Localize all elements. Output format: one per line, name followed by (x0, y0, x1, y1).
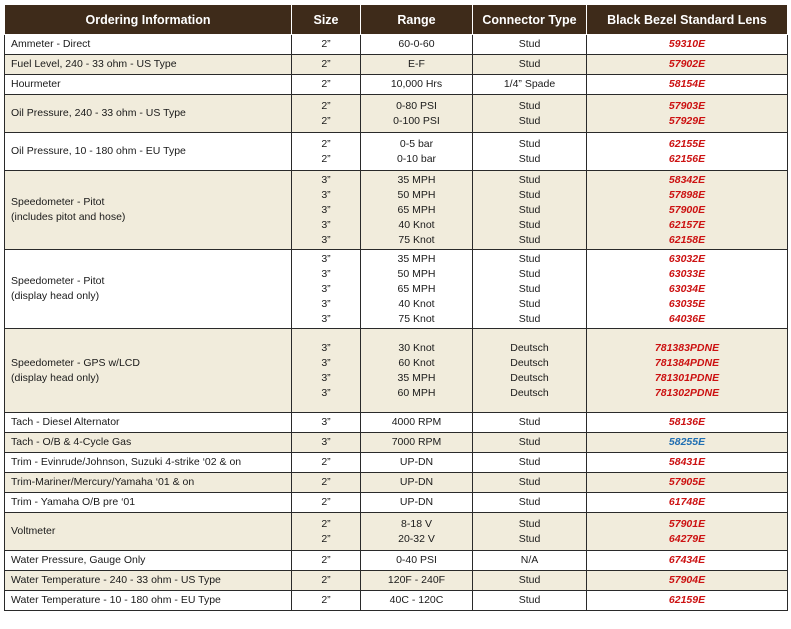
range-text: 65 MPH (397, 203, 436, 216)
size-cell (292, 329, 361, 413)
connector-text: Stud (518, 58, 541, 70)
size-text: 2” (321, 476, 331, 488)
ordering-info-text: (display head only) (11, 290, 100, 302)
part-number: 63032E (668, 252, 706, 265)
table-row (5, 413, 788, 433)
ordering-info-cell (5, 35, 292, 55)
range-text: UP-DN (399, 476, 434, 488)
size-text: 3” (321, 371, 331, 384)
range-text: 40 Knot (398, 218, 435, 231)
range-cell (361, 250, 473, 329)
table-row (5, 95, 788, 133)
part-number: 63035E (668, 297, 706, 310)
connector-text: Stud (518, 416, 541, 428)
part-number-cell (587, 55, 788, 75)
part-number: 57901E (668, 517, 706, 530)
ordering-info-text: (includes pitot and hose) (11, 211, 126, 223)
part-number: 59310E (668, 38, 706, 50)
part-number-cell (587, 473, 788, 493)
ordering-info-text: Trim - Yamaha O/B pre ‘01 (11, 496, 136, 508)
range-text: 60-0-60 (398, 38, 435, 50)
ordering-info-text: Trim-Mariner/Mercury/Yamaha ‘01 & on (11, 476, 195, 488)
range-text: 35 MPH (397, 173, 436, 186)
range-cell (361, 571, 473, 591)
part-number-cell (587, 513, 788, 551)
part-number: 57900E (668, 203, 706, 216)
range-text: 4000 RPM (391, 416, 442, 428)
part-number: 57905E (668, 476, 706, 488)
part-number-cell (587, 493, 788, 513)
connector-text: Stud (518, 152, 541, 165)
range-text: 50 MPH (397, 188, 436, 201)
ordering-info-text: Oil Pressure, 10 - 180 ohm - EU Type (11, 145, 186, 157)
ordering-info-cell (5, 551, 292, 571)
ordering-info-text: Oil Pressure, 240 - 33 ohm - US Type (11, 107, 186, 119)
connector-text: Stud (518, 496, 541, 508)
range-text: 35 MPH (397, 252, 436, 265)
part-number: 67434E (668, 554, 706, 566)
connector-text: Stud (518, 38, 541, 50)
size-cell (292, 133, 361, 171)
part-number: 57929E (668, 114, 706, 127)
connector-text: 1/4” Spade (503, 78, 556, 90)
connector-text: Stud (518, 456, 541, 468)
ordering-info-cell (5, 413, 292, 433)
range-text: 0-100 PSI (393, 114, 440, 127)
connector-text: Stud (518, 476, 541, 488)
size-text: 3” (321, 416, 331, 428)
ordering-info-cell (5, 250, 292, 329)
header-connector-type: Connector Type (473, 5, 587, 35)
range-cell (361, 133, 473, 171)
part-number: 781383PDNE (654, 341, 720, 354)
header-ordering-information: Ordering Information (5, 5, 292, 35)
size-cell (292, 433, 361, 453)
part-number: 64279E (668, 532, 706, 545)
size-text: 2” (321, 78, 331, 90)
connector-text: Stud (518, 594, 541, 606)
connector-text: Stud (518, 282, 541, 295)
part-number: 62159E (668, 594, 706, 606)
table-row (5, 250, 788, 329)
table-row (5, 55, 788, 75)
connector-cell (473, 473, 587, 493)
size-text: 3” (321, 173, 331, 186)
connector-text: Stud (518, 99, 541, 112)
part-number-cell (587, 329, 788, 413)
size-text: 2” (321, 99, 331, 112)
ordering-info-text: Tach - Diesel Alternator (11, 416, 120, 428)
range-cell (361, 171, 473, 250)
ordering-info-cell (5, 591, 292, 611)
ordering-info-text: Voltmeter (11, 525, 56, 537)
header-range: Range (361, 5, 473, 35)
size-cell (292, 513, 361, 551)
part-number: 781384PDNE (654, 356, 720, 369)
part-number: 57898E (668, 188, 706, 201)
part-number: 62155E (668, 137, 706, 150)
size-text: 3” (321, 297, 331, 310)
connector-text: Stud (518, 188, 541, 201)
part-number-cell (587, 571, 788, 591)
part-number: 57904E (668, 574, 706, 586)
table-row (5, 473, 788, 493)
table-row (5, 513, 788, 551)
size-cell (292, 171, 361, 250)
table-row (5, 433, 788, 453)
size-cell (292, 551, 361, 571)
ordering-info-cell (5, 433, 292, 453)
ordering-info-cell (5, 55, 292, 75)
range-cell (361, 551, 473, 571)
ordering-info-text: Water Pressure, Gauge Only (11, 554, 146, 566)
size-text: 3” (321, 386, 331, 399)
table-row (5, 133, 788, 171)
size-text: 2” (321, 574, 331, 586)
table-row (5, 329, 788, 413)
part-number-cell (587, 133, 788, 171)
range-cell (361, 35, 473, 55)
connector-text: Deutsch (510, 356, 549, 369)
range-cell (361, 329, 473, 413)
connector-text: Stud (518, 517, 541, 530)
ordering-info-cell (5, 493, 292, 513)
connector-text: Deutsch (510, 371, 549, 384)
size-text: 3” (321, 282, 331, 295)
ordering-info-cell (5, 473, 292, 493)
table-row (5, 75, 788, 95)
connector-cell (473, 433, 587, 453)
ordering-info-text: Trim - Evinrude/Johnson, Suzuki 4-strike ‘02 & on (11, 456, 242, 468)
size-cell (292, 95, 361, 133)
connector-cell (473, 35, 587, 55)
part-number: 58255E (668, 436, 706, 448)
connector-text: Stud (518, 233, 541, 246)
part-number-cell (587, 591, 788, 611)
connector-text: Stud (518, 436, 541, 448)
table-row (5, 571, 788, 591)
range-text: 40C - 120C (389, 594, 444, 606)
table-row (5, 591, 788, 611)
connector-cell (473, 95, 587, 133)
size-text: 3” (321, 341, 331, 354)
range-text: UP-DN (399, 456, 434, 468)
range-text: 75 Knot (398, 233, 435, 246)
size-text: 3” (321, 203, 331, 216)
connector-text: Stud (518, 114, 541, 127)
part-number: 781302PDNE (654, 386, 720, 399)
size-text: 2” (321, 152, 331, 165)
table-row (5, 171, 788, 250)
range-cell (361, 413, 473, 433)
part-number-cell (587, 453, 788, 473)
size-text: 2” (321, 496, 331, 508)
table-row (5, 35, 788, 55)
size-cell (292, 75, 361, 95)
connector-cell (473, 493, 587, 513)
connector-cell (473, 75, 587, 95)
header-lens: Black Bezel Standard Lens (587, 5, 788, 35)
range-cell (361, 473, 473, 493)
header-size: Size (292, 5, 361, 35)
size-text: 2” (321, 58, 331, 70)
size-text: 2” (321, 38, 331, 50)
size-text: 3” (321, 252, 331, 265)
size-text: 2” (321, 594, 331, 606)
size-cell (292, 493, 361, 513)
table-body (5, 35, 788, 611)
size-text: 3” (321, 233, 331, 246)
range-text: 75 Knot (398, 312, 435, 325)
size-cell (292, 250, 361, 329)
part-number: 63033E (668, 267, 706, 280)
connector-text: Deutsch (510, 386, 549, 399)
range-cell (361, 493, 473, 513)
range-text: 0-40 PSI (396, 554, 437, 566)
range-cell (361, 95, 473, 133)
ordering-info-cell (5, 513, 292, 551)
size-text: 2” (321, 114, 331, 127)
ordering-info-cell (5, 133, 292, 171)
header-row (5, 5, 788, 35)
connector-cell (473, 571, 587, 591)
range-text: 30 Knot (398, 341, 435, 354)
ordering-info-cell (5, 453, 292, 473)
part-number: 62157E (668, 218, 706, 231)
connector-text: Stud (518, 137, 541, 150)
part-number-cell (587, 433, 788, 453)
range-cell (361, 55, 473, 75)
part-number: 58154E (668, 78, 706, 90)
range-text: 8-18 V (401, 517, 432, 530)
ordering-info-text: (display head only) (11, 371, 100, 384)
part-number-cell (587, 551, 788, 571)
size-cell (292, 35, 361, 55)
connector-cell (473, 133, 587, 171)
size-text: 2” (321, 517, 331, 530)
size-text: 3” (321, 356, 331, 369)
ordering-info-text: Ammeter - Direct (11, 38, 91, 50)
range-text: 60 MPH (397, 386, 436, 399)
ordering-info-cell (5, 75, 292, 95)
part-number-cell (587, 35, 788, 55)
ordering-info-text: Water Temperature - 240 - 33 ohm - US Type (11, 574, 221, 586)
ordering-info-text: Speedometer - Pitot (11, 275, 105, 287)
ordering-info-cell (5, 95, 292, 133)
size-text: 3” (321, 188, 331, 201)
part-number-cell (587, 250, 788, 329)
ordering-info-cell (5, 329, 292, 413)
connector-text: Stud (518, 574, 541, 586)
connector-cell (473, 413, 587, 433)
part-number: 62158E (668, 233, 706, 246)
range-text: 50 MPH (397, 267, 436, 280)
table-row (5, 551, 788, 571)
part-number-cell (587, 413, 788, 433)
part-number: 58136E (668, 416, 706, 428)
ordering-info-text: Fuel Level, 240 - 33 ohm - US Type (11, 58, 177, 70)
range-text: 35 MPH (397, 371, 436, 384)
connector-text: Stud (518, 252, 541, 265)
connector-text: Stud (518, 218, 541, 231)
ordering-info-cell (5, 571, 292, 591)
range-cell (361, 75, 473, 95)
range-text: 60 Knot (398, 356, 435, 369)
table-row (5, 453, 788, 473)
connector-text: Stud (518, 173, 541, 186)
ordering-info-text: Speedometer - Pitot (11, 196, 105, 208)
range-cell (361, 453, 473, 473)
range-text: 10,000 Hrs (390, 78, 443, 90)
range-text: 0-80 PSI (396, 99, 437, 112)
connector-cell (473, 329, 587, 413)
size-cell (292, 453, 361, 473)
size-text: 2” (321, 532, 331, 545)
part-number: 61748E (668, 496, 706, 508)
range-text: 65 MPH (397, 282, 436, 295)
connector-cell (473, 513, 587, 551)
part-number: 57903E (668, 99, 706, 112)
range-text: 0-10 bar (396, 152, 437, 165)
size-cell (292, 413, 361, 433)
part-number: 781301PDNE (654, 371, 720, 384)
part-number: 62156E (668, 152, 706, 165)
table-row (5, 493, 788, 513)
connector-text: Stud (518, 203, 541, 216)
connector-cell (473, 171, 587, 250)
range-cell (361, 513, 473, 551)
connector-cell (473, 453, 587, 473)
range-text: 40 Knot (398, 297, 435, 310)
size-text: 2” (321, 456, 331, 468)
ordering-info-text: Speedometer - GPS w/LCD (11, 356, 140, 369)
range-cell (361, 591, 473, 611)
size-text: 3” (321, 218, 331, 231)
part-number: 63034E (668, 282, 706, 295)
size-cell (292, 473, 361, 493)
connector-text: Stud (518, 297, 541, 310)
part-number: 58431E (668, 456, 706, 468)
range-text: E-F (408, 58, 425, 70)
connector-text: N/A (520, 554, 539, 566)
part-number: 64036E (668, 312, 706, 325)
range-text: 7000 RPM (391, 436, 442, 448)
size-cell (292, 55, 361, 75)
connector-cell (473, 55, 587, 75)
ordering-info-text: Water Temperature - 10 - 180 ohm - EU Type (11, 594, 221, 606)
ordering-info-text: Tach - O/B & 4-Cycle Gas (11, 436, 132, 448)
connector-cell (473, 551, 587, 571)
size-cell (292, 571, 361, 591)
connector-text: Stud (518, 312, 541, 325)
size-text: 3” (321, 267, 331, 280)
connector-text: Deutsch (510, 341, 549, 354)
ordering-info-text: Hourmeter (11, 78, 61, 90)
size-text: 2” (321, 554, 331, 566)
size-text: 3” (321, 436, 331, 448)
range-text: UP-DN (399, 496, 434, 508)
range-text: 20-32 V (398, 532, 435, 545)
range-text: 0-5 bar (399, 137, 434, 150)
part-number: 58342E (668, 173, 706, 186)
connector-text: Stud (518, 532, 541, 545)
size-text: 2” (321, 137, 331, 150)
part-number-cell (587, 171, 788, 250)
part-number: 57902E (668, 58, 706, 70)
connector-text: Stud (518, 267, 541, 280)
range-text: 120F - 240F (387, 574, 446, 586)
range-cell (361, 433, 473, 453)
size-cell (292, 591, 361, 611)
part-number-cell (587, 95, 788, 133)
connector-cell (473, 591, 587, 611)
ordering-table (4, 4, 788, 611)
size-text: 3” (321, 312, 331, 325)
connector-cell (473, 250, 587, 329)
part-number-cell (587, 75, 788, 95)
ordering-info-cell (5, 171, 292, 250)
